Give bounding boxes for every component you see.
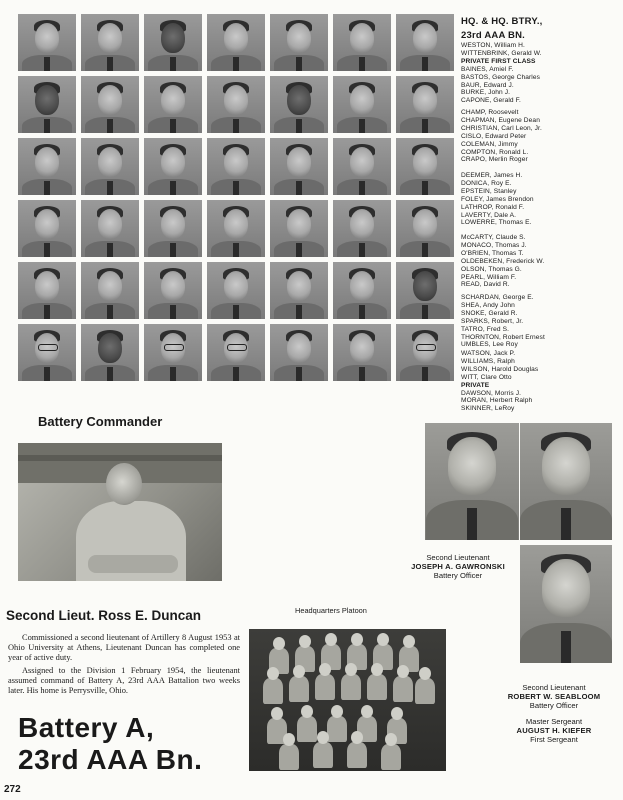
roster-name: BAINES, Amiel F.: [461, 65, 514, 73]
portrait-photo: [81, 138, 139, 195]
roster-name: WITT, Clare Otto: [461, 373, 512, 381]
portrait-photo: [81, 200, 139, 257]
officer-photo-seabloom: [520, 545, 612, 663]
officer-rank: Master Sergeant: [525, 717, 583, 726]
roster-name: COMPTON, Ronald L.: [461, 148, 529, 156]
roster-group-1: [461, 42, 621, 105]
portrait-photo: [18, 14, 76, 71]
officer-rank: Second Lieutenant: [426, 553, 490, 562]
commander-bio: [8, 633, 240, 700]
roster-name: LAVERTY, Dale A.: [461, 211, 517, 219]
portrait-photo: [396, 324, 454, 381]
roster-name: BASTOS, George Charles: [461, 73, 541, 81]
roster-name: CHAPMAN, Eugene Dean: [461, 116, 540, 124]
roster-name: MONACO, Thomas J.: [461, 241, 527, 249]
portrait-photo: [333, 14, 391, 71]
portrait-photo: [396, 76, 454, 133]
portrait-photo: [270, 200, 328, 257]
portrait-photo: [207, 262, 265, 319]
roster-name: LOWERRE, Thomas E.: [461, 219, 532, 227]
roster-name: CAPONE, Gerald F.: [461, 97, 521, 105]
rank-subheading: PRIVATE FIRST CLASS: [461, 57, 536, 65]
page-number: 272: [4, 784, 21, 795]
portrait-photo: [270, 138, 328, 195]
portrait-photo: [333, 138, 391, 195]
officer-rank: Second Lieutenant: [522, 683, 586, 692]
portrait-photo: [270, 324, 328, 381]
roster-name: SNOKE, Gerald R.: [461, 309, 518, 317]
roster-name: WITTENBRINK, Gerald W.: [461, 49, 542, 57]
portrait-photo: [144, 138, 202, 195]
roster-name: EPSTEIN, Stanley: [461, 187, 517, 195]
roster-name: SPARKS, Robert, Jr.: [461, 317, 524, 325]
caption-kiefer: [494, 717, 614, 745]
officer-photo-kiefer: [520, 423, 612, 540]
roster-name: WESTON, William H.: [461, 42, 525, 49]
portrait-photo: [333, 262, 391, 319]
portrait-photo: [270, 262, 328, 319]
hq-platoon-caption: Headquarters Platoon: [295, 606, 367, 615]
portrait-photo: [81, 262, 139, 319]
roster-name: SCHARDAN, George E.: [461, 294, 534, 301]
roster-name: CISLO, Edward Peter: [461, 132, 527, 140]
roster-name: PEARL, William F.: [461, 273, 517, 281]
roster-name: UMBLES, Lee Roy: [461, 341, 518, 349]
officer-role: First Sergeant: [530, 735, 578, 745]
portrait-photo: [18, 138, 76, 195]
officer-role: Battery Officer: [529, 701, 579, 711]
battery-title: [18, 712, 202, 776]
portrait-photo: [144, 262, 202, 319]
bio-paragraph: Assigned to the Division 1 February 1954, the lieutenant assumed command of Battery A, 23rd AAA Battalion two weeks later. His home is Perrysville, Ohio.: [8, 666, 240, 695]
roster-group-3: [461, 172, 621, 227]
roster-name: DAWSON, Morris J.: [461, 389, 522, 397]
officer-name: AUGUST H. KIEFER: [516, 726, 592, 736]
commander-name: Second Lieut. Ross E. Duncan: [6, 608, 202, 623]
portrait-photo: [81, 14, 139, 71]
portrait-photo: [333, 324, 391, 381]
portrait-photo: [144, 200, 202, 257]
officer-role: Battery Officer: [433, 571, 483, 581]
portrait-photo: [207, 200, 265, 257]
roster-name: DONICA, Roy E.: [461, 179, 512, 187]
officer-name: ROBERT W. SEABLOOM: [507, 692, 601, 702]
portrait-photo: [270, 14, 328, 71]
caption-gawronski: [398, 553, 518, 581]
portrait-photo: [396, 14, 454, 71]
portrait-photo: [396, 200, 454, 257]
roster-name: CHAMP, Roosevelt: [461, 109, 519, 116]
roster-name: READ, David R.: [461, 281, 510, 289]
roster-name: THORNTON, Robert Ernest: [461, 333, 545, 341]
roster-header: [461, 16, 616, 44]
portrait-photo: [270, 76, 328, 133]
unit-header-line1: HQ. & HQ. BTRY.,: [461, 16, 543, 27]
hq-platoon-photo: [249, 629, 446, 771]
portrait-photo: [81, 324, 139, 381]
officer-photo-gawronski: [425, 423, 519, 540]
roster-name: O'BRIEN, Thomas T.: [461, 249, 524, 257]
roster-name: WILLIAMS, Ralph: [461, 357, 515, 365]
roster-group-4: [461, 234, 621, 289]
portrait-photo: [81, 76, 139, 133]
portrait-grid: [18, 14, 456, 394]
officer-name: JOSEPH A. GAWRONSKI: [411, 562, 505, 572]
unit-header-line2: 23rd AAA BN.: [461, 30, 525, 41]
portrait-photo: [396, 262, 454, 319]
portrait-photo: [144, 324, 202, 381]
roster-name: MORAN, Herbert Ralph: [461, 397, 533, 405]
caption-seabloom: [494, 683, 614, 711]
portrait-photo: [333, 76, 391, 133]
portrait-photo: [207, 138, 265, 195]
portrait-photo: [207, 14, 265, 71]
roster-name: CHRISTIAN, Carl Leon, Jr.: [461, 124, 542, 132]
portrait-photo: [18, 200, 76, 257]
battery-commander-photo: [18, 443, 222, 581]
roster-name: BURKE, John J.: [461, 89, 511, 97]
portrait-photo: [18, 324, 76, 381]
roster-name: LATHROP, Ronald F.: [461, 203, 525, 211]
rank-subheading: PRIVATE: [461, 381, 490, 389]
roster-name: McCARTY, Claude S.: [461, 234, 526, 241]
portrait-photo: [144, 14, 202, 71]
roster-group-5: [461, 294, 621, 349]
portrait-photo: [396, 138, 454, 195]
portrait-photo: [18, 76, 76, 133]
roster-name: WILSON, Harold Douglas: [461, 365, 539, 373]
roster-name: SHEA, Andy John: [461, 301, 515, 309]
roster-name: TATRO, Fred S.: [461, 325, 510, 333]
roster-name: CRAPO, Merlin Roger: [461, 156, 528, 164]
portrait-photo: [18, 262, 76, 319]
battery-title-line1: Battery A,: [18, 712, 155, 743]
roster-group-2: [461, 109, 621, 164]
roster-name: SKINNER, LeRoy: [461, 405, 515, 413]
portrait-photo: [333, 200, 391, 257]
roster-name: DEEMER, James H.: [461, 172, 523, 179]
roster-name: COLEMAN, Jimmy: [461, 140, 518, 148]
roster-name: FOLEY, James Brendon: [461, 195, 534, 203]
portrait-photo: [144, 76, 202, 133]
bio-paragraph: Commissioned a second lieutenant of Artillery 8 August 1953 at Ohio University at Athens, Lieutenant Duncan has completed one year of active duty.: [8, 633, 240, 662]
roster-name: BAUR, Edward J.: [461, 81, 514, 89]
battery-commander-heading: Battery Commander: [38, 414, 163, 429]
portrait-photo: [207, 324, 265, 381]
roster-group-6: [461, 350, 621, 413]
portrait-photo: [207, 76, 265, 133]
roster-name: OLDEBEKEN, Frederick W.: [461, 257, 545, 265]
roster-name: WATSON, Jack P.: [461, 350, 516, 357]
battery-title-line2: 23rd AAA Bn.: [18, 744, 203, 775]
roster-name: OLSON, Thomas G.: [461, 265, 522, 273]
